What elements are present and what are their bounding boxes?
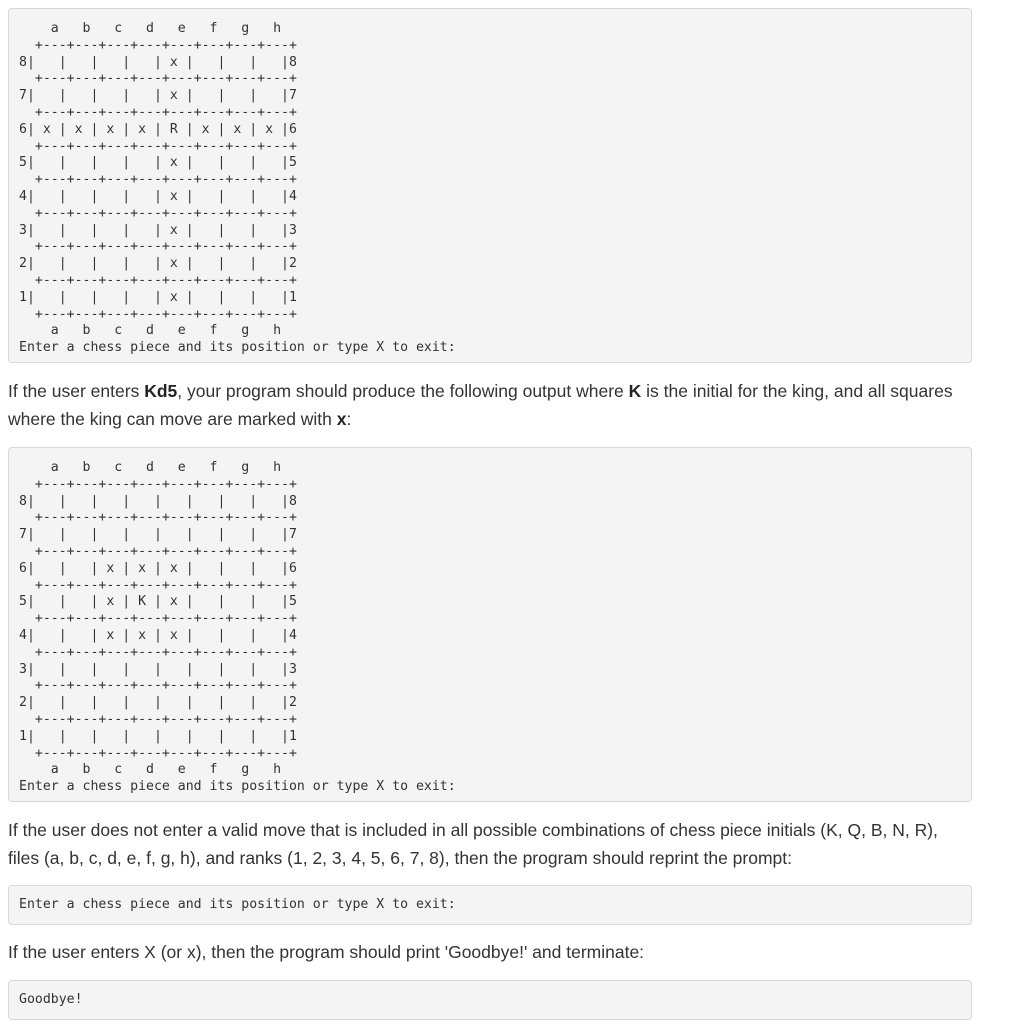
kd5-instructions: If the user enters Kd5, your program should produce the following output where K is the initial for the king, and all squares where the king can move are marked with x: xyxy=(8,381,953,429)
prompt-text: Enter a chess piece and its position or type X to exit: xyxy=(19,897,456,912)
goodbye-text: Goodbye! xyxy=(19,992,83,1007)
king-initial: K xyxy=(628,381,642,401)
king-move-example: Kd5 xyxy=(144,381,178,401)
move-marker: x xyxy=(336,409,347,429)
board-output-king xyxy=(8,447,972,802)
prompt-output xyxy=(8,885,972,925)
exit-instructions: If the user enters X (or x), then the program should print 'Goodbye!' and terminate: xyxy=(8,942,645,962)
board-output-rook xyxy=(8,8,972,363)
invalid-input-instructions: If the user does not enter a valid move that is included in all possible combinations of chess piece initials (K, Q, B, N, R), files (a, b, c, d, e, f, g, h), and ranks (1, 2, 3, 4, 5, 6, 7, 8), then the program should reprint the prompt: xyxy=(8,820,938,868)
board-text: a b c d e f g h +---+---+---+---+---+---+---+---+ 8| | | | | x | | | |8 +---+---+---+---+---+---+---+---+ 7| | | | | x | | | |7 +---+---+---+---+---+---+---+---+ 6| x | x | x | x | R | x | x | x |6 +---+---+---+---+---+---+---+---+ 5| | | | | x | | | |5 +---+---+---+---+---+---+---+---+ 4| | | | | x | | | |4 +---+---+---+---+---+---+---+---+ 3| | | | | x | | | |3 +---+---+---+---+---+---+---+---+ 2| | | | | x | | | |2 +---+---+---+---+---+---+---+---+ 1| | | | | x | | | |1 +---+---+---+---+---+---+---+---+ a b c d e f g h Enter a chess piece and its position or type X to exit: xyxy=(19,21,456,356)
goodbye-output xyxy=(8,980,972,1020)
board-text: a b c d e f g h +---+---+---+---+---+---+---+---+ 8| | | | | | | | |8 +---+---+---+---+---+---+---+---+ 7| | | | | | | | |7 +---+---+---+---+---+---+---+---+ 6| | | x | x | x | | | |6 +---+---+---+---+---+---+---+---+ 5| | | x | K | x | | | |5 +---+---+---+---+---+---+---+---+ 4| | | x | x | x | | | |4 +---+---+---+---+---+---+---+---+ 3| | | | | | | | |3 +---+---+---+---+---+---+---+---+ 2| | | | | | | | |2 +---+---+---+---+---+---+---+---+ 1| | | | | | | | |1 +---+---+---+---+---+---+---+---+ a b c d e f g h Enter a chess piece and its position or type X to exit: xyxy=(19,460,456,795)
